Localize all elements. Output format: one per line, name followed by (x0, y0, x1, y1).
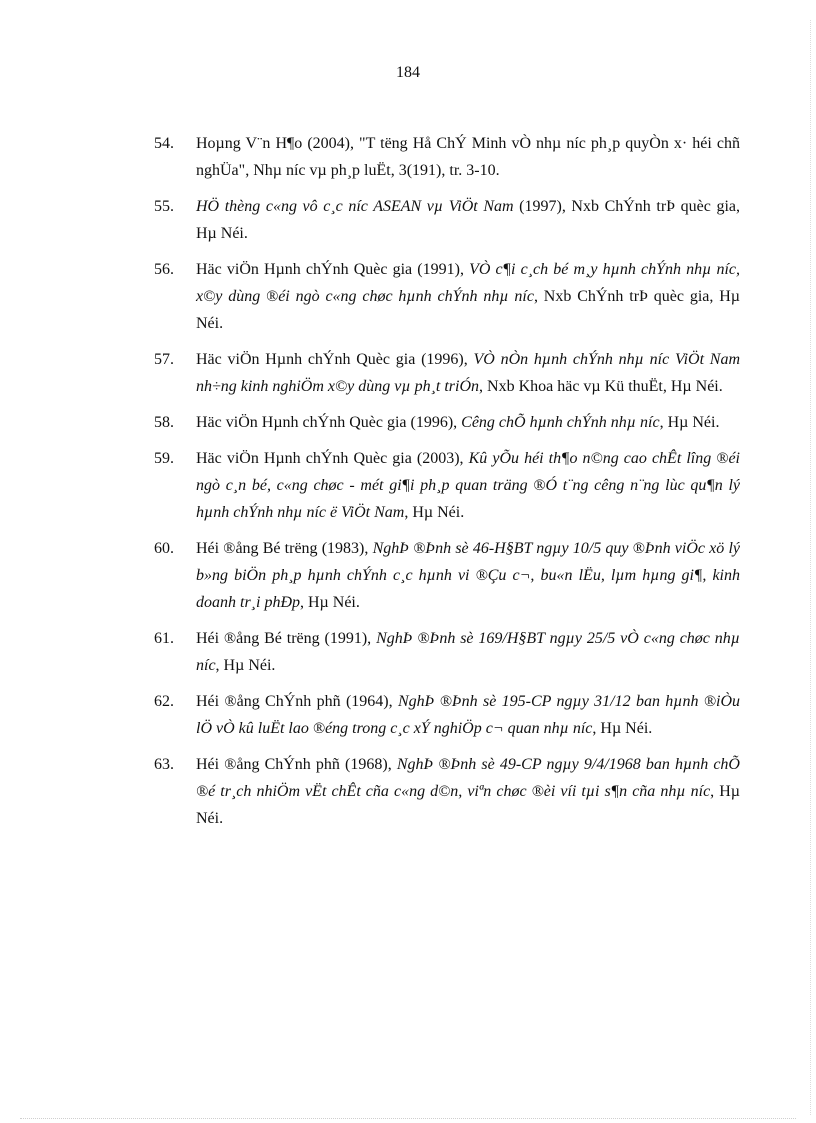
reference-segment: Héi ®ång Bé trëng (1983), (196, 540, 373, 557)
reference-text (196, 751, 740, 832)
reference-segment: Häc viÖn Hµnh chÝnh Quèc gia (1991), (196, 261, 470, 278)
reference-list (154, 130, 740, 841)
reference-number: 60. (154, 540, 174, 557)
reference-item (154, 346, 740, 400)
reference-segment: Häc viÖn Hµnh chÝnh Quèc gia (2003), (196, 450, 469, 467)
reference-title: VÒ nÒn hµnh chÝnh nhµ níc ViÖt Nam nh÷ng kinh nghiÖm x©y dùng vµ ph¸t triÓn (196, 351, 740, 395)
reference-number: 59. (154, 450, 174, 467)
reference-text (196, 256, 740, 337)
reference-segment: Hoµng V¨n H¶o (2004), "T tëng Hå ChÝ Minh vÒ nhµ níc ph¸p quyÒn x· héi chñ nghÜa", Nhµ níc vµ ph¸p luËt, 3(191), tr. 3-10. (196, 135, 740, 179)
reference-number: 55. (154, 198, 174, 215)
reference-segment: , Hµ Néi. (215, 657, 276, 674)
reference-segment: , Hµ Néi. (404, 504, 465, 521)
reference-item (154, 688, 740, 742)
reference-segment: , Hµ Néi. (592, 720, 653, 737)
reference-item (154, 751, 740, 832)
page-edge-bottom (20, 1118, 796, 1119)
reference-title: NghÞ ®Þnh sè 195-CP ngµy 31/12 ban hµnh ®iÒu lÖ vÒ kû luËt lao ®éng trong c¸c xÝ nghiÖp c¬ quan nhµ níc (196, 693, 741, 737)
reference-segment: Héi ®ång ChÝnh phñ (1964), (196, 693, 398, 710)
reference-item (154, 445, 740, 526)
reference-title: NghÞ ®Þnh sè 169/H§BT ngµy 25/5 vÒ c«ng chøc nhµ níc (196, 630, 740, 674)
page-number: 184 (396, 64, 420, 81)
reference-number: 62. (154, 693, 174, 710)
reference-number: 57. (154, 351, 174, 368)
reference-text (196, 625, 740, 679)
reference-text (196, 130, 740, 184)
reference-number: 54. (154, 135, 174, 152)
reference-item (154, 193, 740, 247)
reference-segment: , Hµ Néi. (300, 594, 360, 611)
reference-segment: (1997), Nxb ChÝnh trÞ quèc gia, Hµ Néi. (196, 198, 741, 242)
reference-number: 56. (154, 261, 174, 278)
reference-segment: Häc viÖn Hµnh chÝnh Quèc gia (1996), (196, 414, 462, 431)
reference-title: VÒ c¶i c¸ch bé m¸y hµnh chÝnh nhµ níc, x©y dùng ®éi ngò c«ng chøc hµnh chÝnh nhµ níc (196, 261, 741, 305)
reference-text (196, 445, 740, 526)
reference-title: Kû yÕu héi th¶o n©ng cao chÊt lîng ®éi ngò c¸n bé, c«ng chøc - mét gi¶i ph¸p quan träng ®Ó t¨ng cêng n¨ng lùc qu¶n lý hµnh chÝnh nhµ níc ë ViÖt Nam (196, 450, 740, 521)
reference-title: HÖ thèng c«ng vô c¸c níc ASEAN vµ ViÖt Nam (196, 198, 514, 215)
reference-item (154, 625, 740, 679)
reference-text (196, 346, 740, 400)
reference-item (154, 409, 740, 436)
reference-title: Cêng chÕ hµnh chÝnh nhµ níc (461, 414, 660, 431)
reference-item (154, 535, 740, 616)
reference-segment: Héi ®ång Bé trëng (1991), (196, 630, 377, 647)
reference-number: 58. (154, 414, 174, 431)
reference-item (154, 256, 740, 337)
reference-segment: , Hµ Néi. (659, 414, 720, 431)
reference-segment: , Nxb Khoa häc vµ Kü thuËt, Hµ Néi. (479, 378, 723, 395)
reference-segment: Héi ®ång ChÝnh phñ (1968), (196, 756, 397, 773)
reference-segment: , Nxb ChÝnh trÞ quèc gia, Hµ Néi. (196, 288, 740, 332)
reference-number: 61. (154, 630, 174, 647)
reference-text (196, 409, 740, 436)
reference-item (154, 130, 740, 184)
reference-title: NghÞ ®Þnh sè 49-CP ngµy 9/4/1968 ban hµnh chÕ ®é tr¸ch nhiÖm vËt chÊt cña c«ng d©n, viªn chøc ®èi víi tµi s¶n cña nhµ níc (196, 756, 740, 800)
reference-text (196, 193, 740, 247)
reference-title: NghÞ ®Þnh sè 46-H§BT ngµy 10/5 quy ®Þnh viÖc xö lý b»ng biÖn ph¸p hµnh chÝnh c¸c hµnh vi ®Çu c¬, bu«n lËu, lµm hµng gi¶, kinh doanh tr¸i phÐp (196, 540, 740, 611)
reference-segment: Häc viÖn Hµnh chÝnh Quèc gia (1996), (196, 351, 474, 368)
page-edge-right (810, 20, 811, 1115)
reference-number: 63. (154, 756, 174, 773)
reference-segment: , Hµ Néi. (196, 783, 740, 827)
reference-text (196, 535, 740, 616)
reference-text (196, 688, 740, 742)
